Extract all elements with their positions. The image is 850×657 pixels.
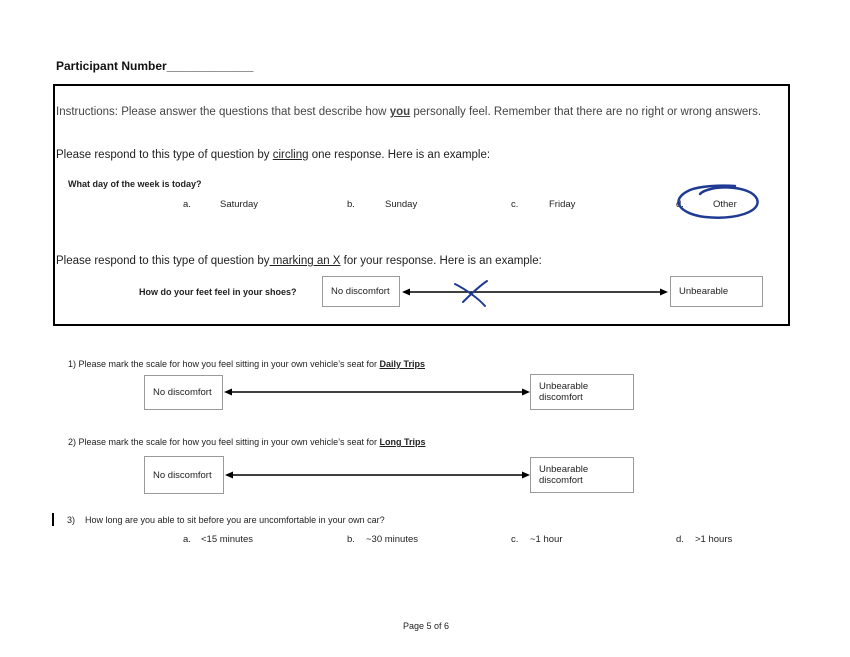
circle-option-d-letter: d. bbox=[676, 199, 684, 210]
x-example-right-label: Unbearable bbox=[679, 286, 729, 297]
x-example-left-label: No discomfort bbox=[331, 286, 390, 297]
circle-option-b-text[interactable]: Sunday bbox=[385, 199, 418, 210]
question-2-right-arrowhead bbox=[522, 472, 530, 479]
question-1-right-arrowhead bbox=[522, 389, 530, 396]
page-footer: Page 5 of 6 bbox=[403, 621, 450, 631]
q3-option-d-letter: d. bbox=[676, 534, 684, 545]
question-2-text: 2) Please mark the scale for how you feel sitting in your own vehicle’s seat for Long Trips bbox=[68, 437, 426, 447]
question-1-right-label-line1: Unbearable bbox=[539, 381, 589, 392]
question-3-number: 3) bbox=[67, 515, 76, 525]
circle-option-a-text[interactable]: Saturday bbox=[220, 199, 259, 210]
circle-option-a-letter: a. bbox=[183, 199, 191, 210]
question-2-right-label-line2: discomfort bbox=[539, 475, 583, 486]
q3-option-b-text[interactable]: ~30 minutes bbox=[366, 534, 419, 545]
q3-option-a-letter: a. bbox=[183, 534, 191, 545]
circle-option-c-letter: c. bbox=[511, 199, 519, 210]
q3-option-a-text[interactable]: <15 minutes bbox=[201, 534, 254, 545]
q3-option-c-letter: c. bbox=[511, 534, 519, 545]
q3-option-c-text[interactable]: ~1 hour bbox=[530, 534, 563, 545]
circle-option-d-text[interactable]: Other bbox=[713, 199, 737, 210]
question-1-text: 1) Please mark the scale for how you feel sitting in your own vehicle’s seat for Daily Trips bbox=[68, 359, 426, 369]
question-2-left-label: No discomfort bbox=[153, 469, 212, 481]
question-3-text: How long are you able to sit before you are uncomfortable in your own car? bbox=[85, 515, 385, 525]
instructions-text: Instructions: Please answer the questions that best describe how you personally feel. Remember that there are no right or wrong answers. bbox=[56, 106, 762, 118]
x-example-question: How do your feet feel in your shoes? bbox=[139, 287, 297, 297]
circle-option-b-letter: b. bbox=[347, 199, 355, 210]
question-1-left-label: No discomfort bbox=[153, 387, 212, 398]
q3-option-b-letter: b. bbox=[347, 534, 355, 545]
change-bar bbox=[52, 513, 54, 526]
circle-example-intro: Please respond to this type of question by circling one response. Here is an example: bbox=[56, 149, 491, 161]
circle-option-c-text[interactable]: Friday bbox=[549, 199, 576, 210]
question-1-left-arrowhead bbox=[224, 389, 232, 396]
question-2-right-label-line1: Unbearable bbox=[539, 464, 589, 475]
x-example-intro: Please respond to this type of question by marking an X for your response. Here is an example: bbox=[56, 255, 542, 267]
circle-example-question: What day of the week is today? bbox=[68, 179, 202, 189]
question-1-right-label-line2: discomfort bbox=[539, 392, 583, 403]
q3-option-d-text[interactable]: >1 hours bbox=[695, 534, 733, 545]
participant-number-label: Participant Number_____________ bbox=[56, 59, 254, 73]
question-2-left-arrowhead bbox=[225, 472, 233, 479]
